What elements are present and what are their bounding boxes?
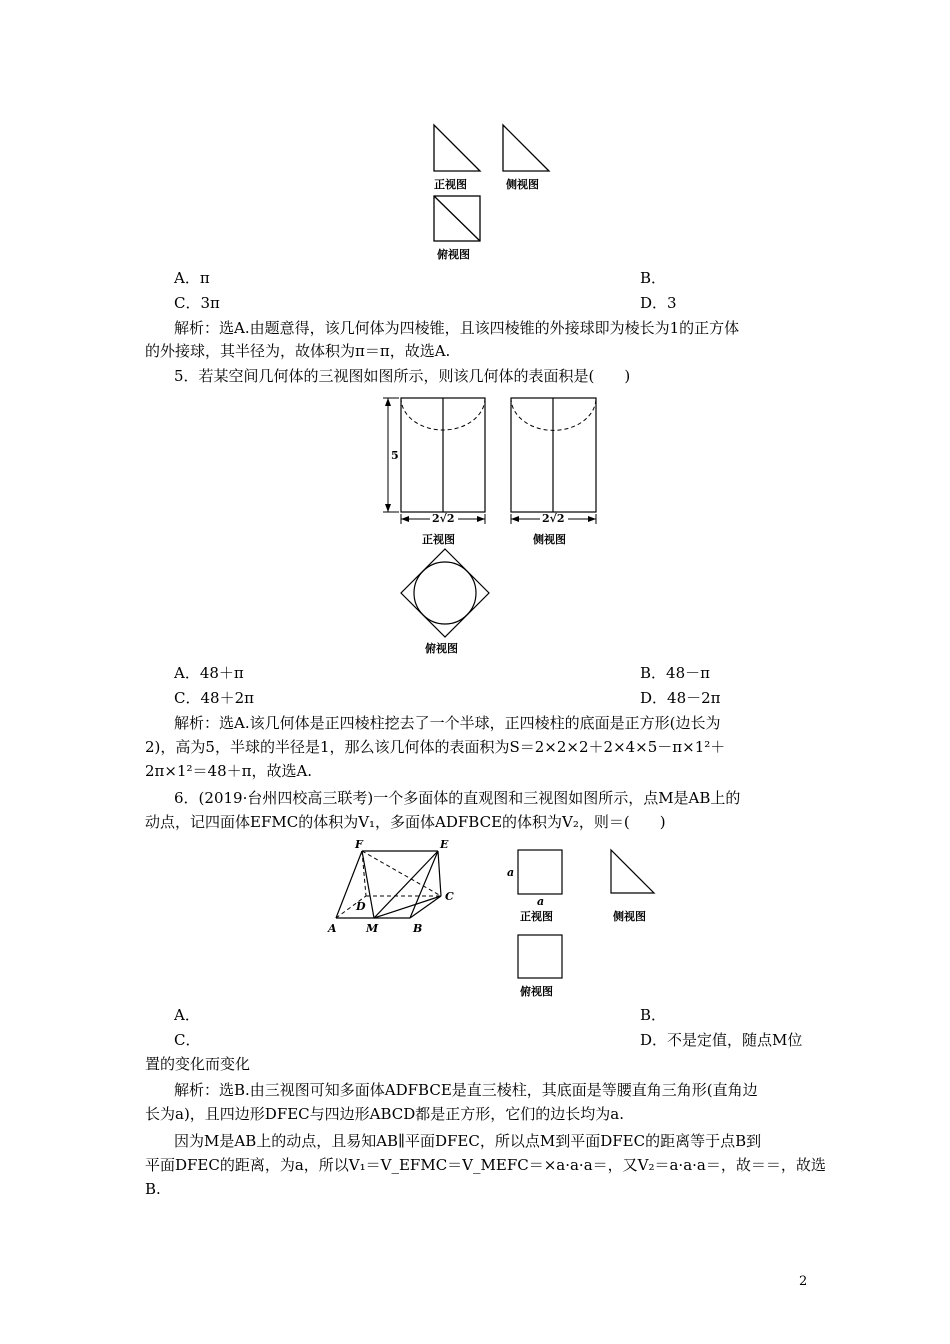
q5-stem: 5．若某空间几何体的三视图如图所示，则该几何体的表面积是( ) <box>174 367 631 385</box>
q6-top-caption: 俯视图 <box>520 985 553 998</box>
q5-side-width-label: 2√2 <box>542 512 565 525</box>
q6-solution-line5: B. <box>145 1180 161 1198</box>
q5-solution-line3: 2π×1²＝48＋π，故选A. <box>145 762 313 780</box>
q4-solution-line2: 的外接球，其半径为，故体积为π＝π，故选A. <box>145 342 451 360</box>
q6-option-c: C． <box>174 1031 201 1049</box>
q6-front-side-label: a <box>507 866 515 879</box>
q6-stem-line2: 动点，记四面体EFMC的体积为V₁，多面体ADFBCE的体积为V₂，则＝( ) <box>145 813 666 831</box>
q4-side-caption: 侧视图 <box>506 178 539 191</box>
q5-solution-line1: 解析：选A.该几何体是正四棱柱挖去了一个半球，正四棱柱的底面是正方形(边长为 <box>174 714 721 732</box>
q4-option-a: A．π <box>174 269 210 287</box>
q4-top-caption: 俯视图 <box>437 248 470 261</box>
q6-label-f: F <box>355 838 363 851</box>
q5-solution-line2: 2)，高为5，半球的半径是1，那么该几何体的表面积为S＝2×2×2＋2×4×5－π×1²＋ <box>145 738 726 756</box>
q5-front-width-label: 2√2 <box>432 512 455 525</box>
q6-side-caption: 侧视图 <box>613 910 646 923</box>
q5-option-d: D．48－2π <box>640 689 721 707</box>
q4-solution-line1: 解析：选A.由题意得，该几何体为四棱锥，且该四棱锥的外接球即为棱长为1的正方体 <box>174 319 740 337</box>
q6-label-c: C <box>445 890 454 903</box>
q6-label-a: A <box>328 922 337 935</box>
q6-solution-line3: 因为M是AB上的动点，且易知AB∥平面DFEC，所以点M到平面DFEC的距离等于点B到 <box>174 1132 762 1150</box>
q5-option-c: C．48＋2π <box>174 689 254 707</box>
q4-front-caption: 正视图 <box>434 178 467 191</box>
q6-label-b: B <box>413 922 423 935</box>
q5-top-caption: 俯视图 <box>425 642 458 655</box>
q6-solution-line4: 平面DFEC的距离，为a，所以V₁＝V_EFMC＝V_MEFC＝×a·a·a＝，又V₂＝a·a·a＝，故＝＝，故选 <box>145 1156 826 1174</box>
q5-option-a: A．48＋π <box>174 664 244 682</box>
q6-front-caption: 正视图 <box>520 910 553 923</box>
q4-option-c: C．3π <box>174 294 220 312</box>
q6-label-d: D <box>356 900 366 913</box>
q6-front-bottom-label: a <box>537 895 545 908</box>
q6-option-b: B． <box>640 1006 667 1024</box>
q5-side-caption: 侧视图 <box>533 533 566 546</box>
q6-solution-line2: 长为a)，且四边形DFEC与四边形ABCD都是正方形，它们的边长均为a. <box>145 1105 625 1123</box>
q6-option-a: A． <box>174 1006 200 1024</box>
q6-option-d-line2: 置的变化而变化 <box>145 1055 251 1073</box>
q5-option-b: B．48－π <box>640 664 710 682</box>
q6-stem-line1: 6．(2019·台州四校高三联考)一个多面体的直观图和三视图如图所示，点M是AB上的 <box>174 789 741 807</box>
q6-option-d-line1: D．不是定值，随点M位 <box>640 1031 803 1049</box>
q6-label-e: E <box>440 838 449 851</box>
q5-front-caption: 正视图 <box>422 533 455 546</box>
q4-option-b: B． <box>640 269 667 287</box>
q4-option-d: D．3 <box>640 294 677 312</box>
q6-solution-line1: 解析：选B.由三视图可知多面体ADFBCE是直三棱柱，其底面是等腰直角三角形(直角边 <box>174 1081 758 1099</box>
page-number: 2 <box>799 1274 808 1289</box>
q5-height-label: 5 <box>391 449 399 462</box>
q6-label-m: M <box>366 922 379 935</box>
